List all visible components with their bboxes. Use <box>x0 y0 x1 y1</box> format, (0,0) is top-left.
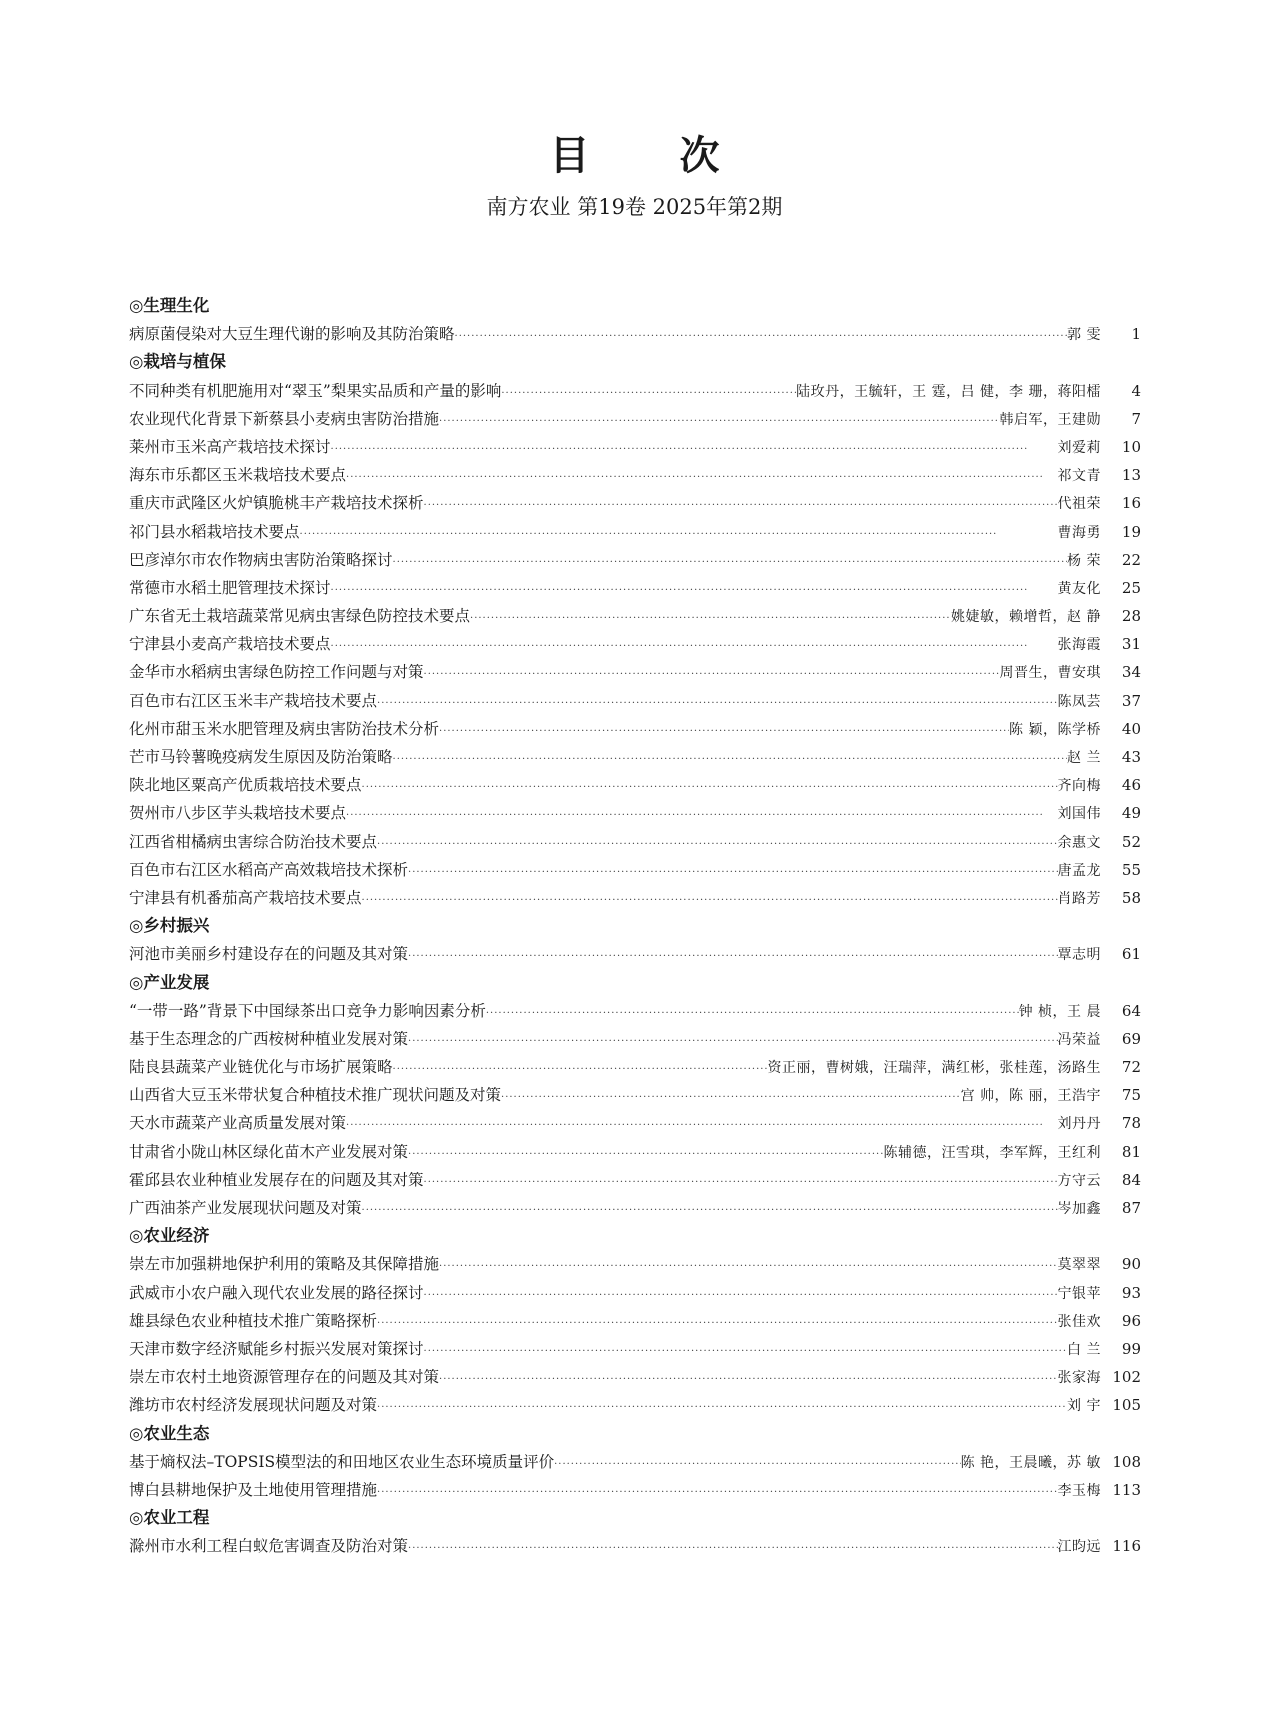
toc-entry <box>129 377 1141 405</box>
page-number: 34 <box>1121 663 1141 682</box>
article-authors: 曹海勇 <box>1057 524 1101 541</box>
article-authors: 肖路芳 <box>1057 890 1101 907</box>
article-authors: 钟 桢，王 晨 <box>1018 1003 1101 1020</box>
article-authors: 冯荣益 <box>1057 1031 1101 1048</box>
article-authors: 齐向梅 <box>1057 778 1101 795</box>
page-number: 25 <box>1121 578 1141 597</box>
article-authors: 姚婕敏，赖增哲，赵 静 <box>951 609 1101 626</box>
toc-entry <box>129 1025 1141 1053</box>
article-authors: 刘爱莉 <box>1057 439 1101 456</box>
article-title: 宁津县小麦高产栽培技术要点 <box>129 635 331 654</box>
dot-leader <box>377 690 1057 715</box>
article-title: 化州市甜玉米水肥管理及病虫害防治技术分析 <box>129 719 440 738</box>
page-number: 10 <box>1121 437 1141 456</box>
dot-leader <box>393 746 1068 771</box>
page-number: 84 <box>1121 1170 1141 1189</box>
toc-entry <box>129 405 1141 433</box>
article-authors: 陈凤芸 <box>1057 693 1101 710</box>
article-authors: 覃志明 <box>1057 947 1101 964</box>
article-title: 百色市右江区水稻高产高效栽培技术探析 <box>129 860 409 879</box>
article-authors: 刘国伟 <box>1057 806 1101 823</box>
page-number: 108 <box>1112 1452 1141 1471</box>
toc-entry <box>129 1138 1141 1166</box>
article-title: 崇左市加强耕地保护利用的策略及其保障措施 <box>129 1255 440 1274</box>
article-authors: 祁文青 <box>1057 468 1101 485</box>
toc-entry <box>129 799 1141 827</box>
dot-leader <box>455 323 1068 348</box>
toc-entry <box>129 1081 1141 1109</box>
page-number: 61 <box>1121 945 1141 964</box>
dot-leader <box>439 408 999 433</box>
toc-entry <box>129 1250 1141 1278</box>
toc-entry <box>129 884 1141 912</box>
dot-leader <box>408 943 1057 968</box>
page-number: 90 <box>1121 1255 1141 1274</box>
article-title: 芒市马铃薯晚疫病发生原因及防治策略 <box>129 748 393 766</box>
section-heading: ◎生理生化 <box>129 296 210 315</box>
section-heading: ◎产业发展 <box>129 972 210 992</box>
toc-entry <box>129 997 1141 1025</box>
article-authors: 杨 荣 <box>1067 552 1101 569</box>
page-number: 28 <box>1121 607 1141 626</box>
page-number: 37 <box>1121 691 1141 710</box>
article-authors: 韩启军，王建勋 <box>999 411 1101 428</box>
toc-entry <box>129 856 1141 884</box>
article-title: 武威市小农户融入现代农业发展的路径探讨 <box>129 1283 424 1302</box>
article-authors: 郭 雯 <box>1067 327 1101 344</box>
dot-leader <box>424 1338 1068 1363</box>
article-authors: 周晋生，曹安琪 <box>999 665 1101 682</box>
page-number: 7 <box>1131 409 1141 428</box>
article-authors: 代祖荣 <box>1057 496 1101 513</box>
toc-entry <box>129 1476 1141 1504</box>
dot-leader <box>439 1253 1057 1278</box>
dot-leader <box>439 1366 1057 1391</box>
section-heading: ◎栽培与植保 <box>129 352 226 372</box>
article-authors: 方守云 <box>1057 1172 1101 1189</box>
page-number: 46 <box>1121 776 1141 795</box>
section-heading: ◎农业生态 <box>129 1423 210 1443</box>
section-heading: ◎乡村振兴 <box>129 916 210 936</box>
article-title: 宁津县有机番茄高产栽培技术要点 <box>129 888 362 907</box>
article-title: 霍邱县农业种植业发展存在的问题及其对策 <box>129 1170 424 1189</box>
article-title: 重庆市武隆区火炉镇脆桃丰产栽培技术探析 <box>129 494 424 513</box>
article-title: 陕北地区粟高产优质栽培技术要点 <box>129 776 362 795</box>
dot-leader <box>408 1141 883 1166</box>
article-authors: 赵 兰 <box>1067 750 1101 766</box>
article-authors: 黄友化 <box>1057 580 1101 597</box>
page-number: 93 <box>1121 1283 1141 1302</box>
article-title: 天水市蔬菜产业高质量发展对策 <box>129 1114 347 1133</box>
article-title: 病原菌侵染对大豆生理代谢的影响及其防治策略 <box>129 325 455 344</box>
page-number: 16 <box>1121 494 1141 513</box>
article-authors: 莫翠翠 <box>1057 1257 1101 1274</box>
article-title: 海东市乐都区玉米栽培技术要点 <box>129 466 347 485</box>
dot-leader <box>377 1394 1067 1419</box>
dot-leader <box>346 1112 1057 1137</box>
dot-leader <box>346 802 1057 827</box>
page-number: 78 <box>1121 1114 1141 1133</box>
article-authors: 陈辅德，汪雪琪，李军辉，王红利 <box>883 1144 1101 1161</box>
toc-entry <box>129 1448 1141 1476</box>
page-number: 1 <box>1131 325 1141 344</box>
page-number: 55 <box>1121 860 1141 879</box>
article-authors: 宁银苹 <box>1057 1285 1101 1302</box>
dot-leader <box>408 1535 1057 1560</box>
journal-issue-subtitle: 南方农业 第19卷 2025年第2期 <box>486 195 783 219</box>
dot-leader <box>362 774 1058 799</box>
toc-entry <box>129 1363 1141 1391</box>
dot-leader <box>424 1282 1058 1307</box>
article-title: 基于生态理念的广西桉树种植业发展对策 <box>129 1029 409 1048</box>
article-title: 河池市美丽乡村建设存在的问题及其对策 <box>129 945 409 964</box>
article-title: 贺州市八步区芋头栽培技术要点 <box>129 804 347 823</box>
page-number: 75 <box>1121 1086 1141 1105</box>
dot-leader <box>554 1451 961 1476</box>
toc-entry <box>129 602 1141 630</box>
toc-entry <box>129 1109 1141 1137</box>
page-number: 49 <box>1121 804 1141 823</box>
article-title: 博白县耕地保护及土地使用管理措施 <box>129 1480 378 1499</box>
page-number: 64 <box>1121 1001 1141 1020</box>
toc-entry <box>129 940 1141 968</box>
article-authors: 唐孟龙 <box>1057 862 1101 879</box>
section-heading: ◎农业工程 <box>129 1508 210 1528</box>
article-title: 广东省无土栽培蔬菜常见病虫害绿色防控技术要点 <box>129 607 471 626</box>
dot-leader <box>408 1028 1057 1053</box>
toc-entry <box>129 546 1141 574</box>
article-authors: 刘 宇 <box>1067 1398 1101 1415</box>
toc-entry <box>129 1391 1141 1419</box>
article-authors: 岑加鑫 <box>1057 1201 1101 1217</box>
dot-leader <box>501 1084 961 1109</box>
page-number: 13 <box>1121 466 1141 485</box>
dot-leader <box>424 661 1000 686</box>
article-authors: 陆玫丹，王毓轩，王 霆，吕 健，李 珊，蒋阳檑 <box>796 383 1101 400</box>
article-title: 江西省柑橘病虫害综合防治技术要点 <box>129 832 378 851</box>
toc-entry <box>129 658 1141 686</box>
toc-entry <box>129 1307 1141 1335</box>
page-number: 22 <box>1121 550 1141 569</box>
toc-entry <box>129 687 1141 715</box>
toc-entry <box>129 771 1141 799</box>
page-number: 43 <box>1121 748 1141 766</box>
article-authors: 陈 颖，陈学桥 <box>1009 721 1101 738</box>
toc-entry <box>129 433 1141 461</box>
page-number: 69 <box>1121 1029 1141 1048</box>
dot-leader <box>300 521 1058 546</box>
article-title: 莱州市玉米高产栽培技术探讨 <box>129 437 331 456</box>
page-number: 87 <box>1121 1199 1141 1217</box>
dot-leader <box>393 549 1068 574</box>
dot-leader <box>408 859 1057 884</box>
toc-entry <box>129 1194 1141 1222</box>
article-title: 山西省大豆玉米带状复合种植技术推广现状问题及对策 <box>129 1086 502 1105</box>
page-number: 52 <box>1121 832 1141 851</box>
dot-leader <box>362 1197 1058 1222</box>
dot-leader <box>377 1310 1057 1335</box>
article-title: 甘肃省小陇山林区绿化苗木产业发展对策 <box>129 1142 409 1161</box>
toc-entry <box>129 574 1141 602</box>
article-authors: 资正丽，曹树娥，汪瑞萍，满红彬，张桂莲，汤路生 <box>767 1060 1101 1077</box>
toc-entry <box>129 1335 1141 1363</box>
toc-entry <box>129 1532 1141 1560</box>
page-number: 99 <box>1121 1339 1141 1358</box>
article-authors: 白 兰 <box>1067 1341 1101 1358</box>
article-title: 雄县绿色农业种植技术推广策略探析 <box>129 1311 378 1330</box>
page-number: 58 <box>1121 888 1141 907</box>
dot-leader <box>486 1000 1019 1025</box>
toc-entry <box>129 320 1141 348</box>
article-title: 常德市水稻土肥管理技术探讨 <box>129 578 331 597</box>
toc-entry <box>129 828 1141 856</box>
article-title: 崇左市农村土地资源管理存在的问题及其对策 <box>129 1368 440 1387</box>
page-number: 4 <box>1131 381 1141 400</box>
article-title: 基于熵权法–TOPSIS模型法的和田地区农业生态环境质量评价 <box>129 1452 555 1471</box>
article-title: 广西油茶产业发展现状问题及对策 <box>129 1199 362 1217</box>
toc-entry <box>129 489 1141 517</box>
toc-entry <box>129 743 1141 771</box>
article-title: 巴彦淖尔市农作物病虫害防治策略探讨 <box>129 550 393 569</box>
toc-entry <box>129 461 1141 489</box>
dot-leader <box>377 1479 1057 1504</box>
article-authors: 张佳欢 <box>1057 1313 1101 1330</box>
toc-entry <box>129 630 1141 658</box>
page-number: 81 <box>1121 1142 1141 1161</box>
dot-leader <box>424 1169 1058 1194</box>
dot-leader <box>470 605 951 630</box>
article-authors: 陈 艳，王晨曦，苏 敏 <box>960 1454 1101 1471</box>
dot-leader <box>331 577 1058 602</box>
dot-leader <box>331 436 1058 461</box>
article-title: 金华市水稻病虫害绿色防控工作问题与对策 <box>129 663 424 682</box>
dot-leader <box>501 380 796 405</box>
dot-leader <box>362 887 1058 912</box>
article-title: 百色市右江区玉米丰产栽培技术要点 <box>129 691 378 710</box>
article-authors: 余惠文 <box>1057 834 1101 851</box>
article-title: 不同种类有机肥施用对“翠玉”梨果实品质和产量的影响 <box>129 381 502 400</box>
dot-leader <box>439 718 1009 743</box>
article-authors: 张家海 <box>1057 1370 1101 1387</box>
dot-leader <box>393 1056 768 1081</box>
article-title: 祁门县水稻栽培技术要点 <box>129 522 300 541</box>
article-authors: 江昀远 <box>1057 1539 1101 1556</box>
article-title: “一带一路”背景下中国绿茶出口竞争力影响因素分析 <box>129 1001 486 1020</box>
page-number: 116 <box>1112 1537 1141 1556</box>
dot-leader <box>424 492 1058 517</box>
page-title: 目 次 <box>549 132 758 179</box>
toc-entry <box>129 1166 1141 1194</box>
toc-entry <box>129 518 1141 546</box>
page-number: 102 <box>1112 1368 1141 1387</box>
dot-leader <box>331 633 1058 658</box>
section-heading: ◎农业经济 <box>129 1226 210 1246</box>
article-authors: 李玉梅 <box>1057 1482 1101 1499</box>
page-number: 40 <box>1121 719 1141 738</box>
dot-leader <box>377 831 1057 856</box>
page-number: 19 <box>1121 522 1141 541</box>
dot-leader <box>346 464 1057 489</box>
toc-entry <box>129 1279 1141 1307</box>
article-title: 天津市数字经济赋能乡村振兴发展对策探讨 <box>129 1339 424 1358</box>
article-title: 滁州市水利工程白蚁危害调查及防治对策 <box>129 1537 409 1556</box>
page-number: 113 <box>1112 1480 1141 1499</box>
page-number: 31 <box>1121 635 1141 654</box>
article-title: 陆良县蔬菜产业链优化与市场扩展策略 <box>129 1058 393 1077</box>
page-number: 105 <box>1112 1396 1141 1415</box>
article-authors: 刘丹丹 <box>1057 1116 1101 1133</box>
article-title: 潍坊市农村经济发展现状问题及对策 <box>129 1396 378 1415</box>
article-authors: 宫 帅，陈 丽，王浩宇 <box>960 1088 1101 1105</box>
page-number: 72 <box>1121 1058 1141 1077</box>
article-title: 农业现代化背景下新蔡县小麦病虫害防治措施 <box>129 409 440 428</box>
page-number: 96 <box>1121 1311 1141 1330</box>
article-authors: 张海霞 <box>1057 637 1101 654</box>
toc-entry <box>129 1053 1141 1081</box>
table-of-contents <box>129 292 1141 1560</box>
toc-entry <box>129 715 1141 743</box>
